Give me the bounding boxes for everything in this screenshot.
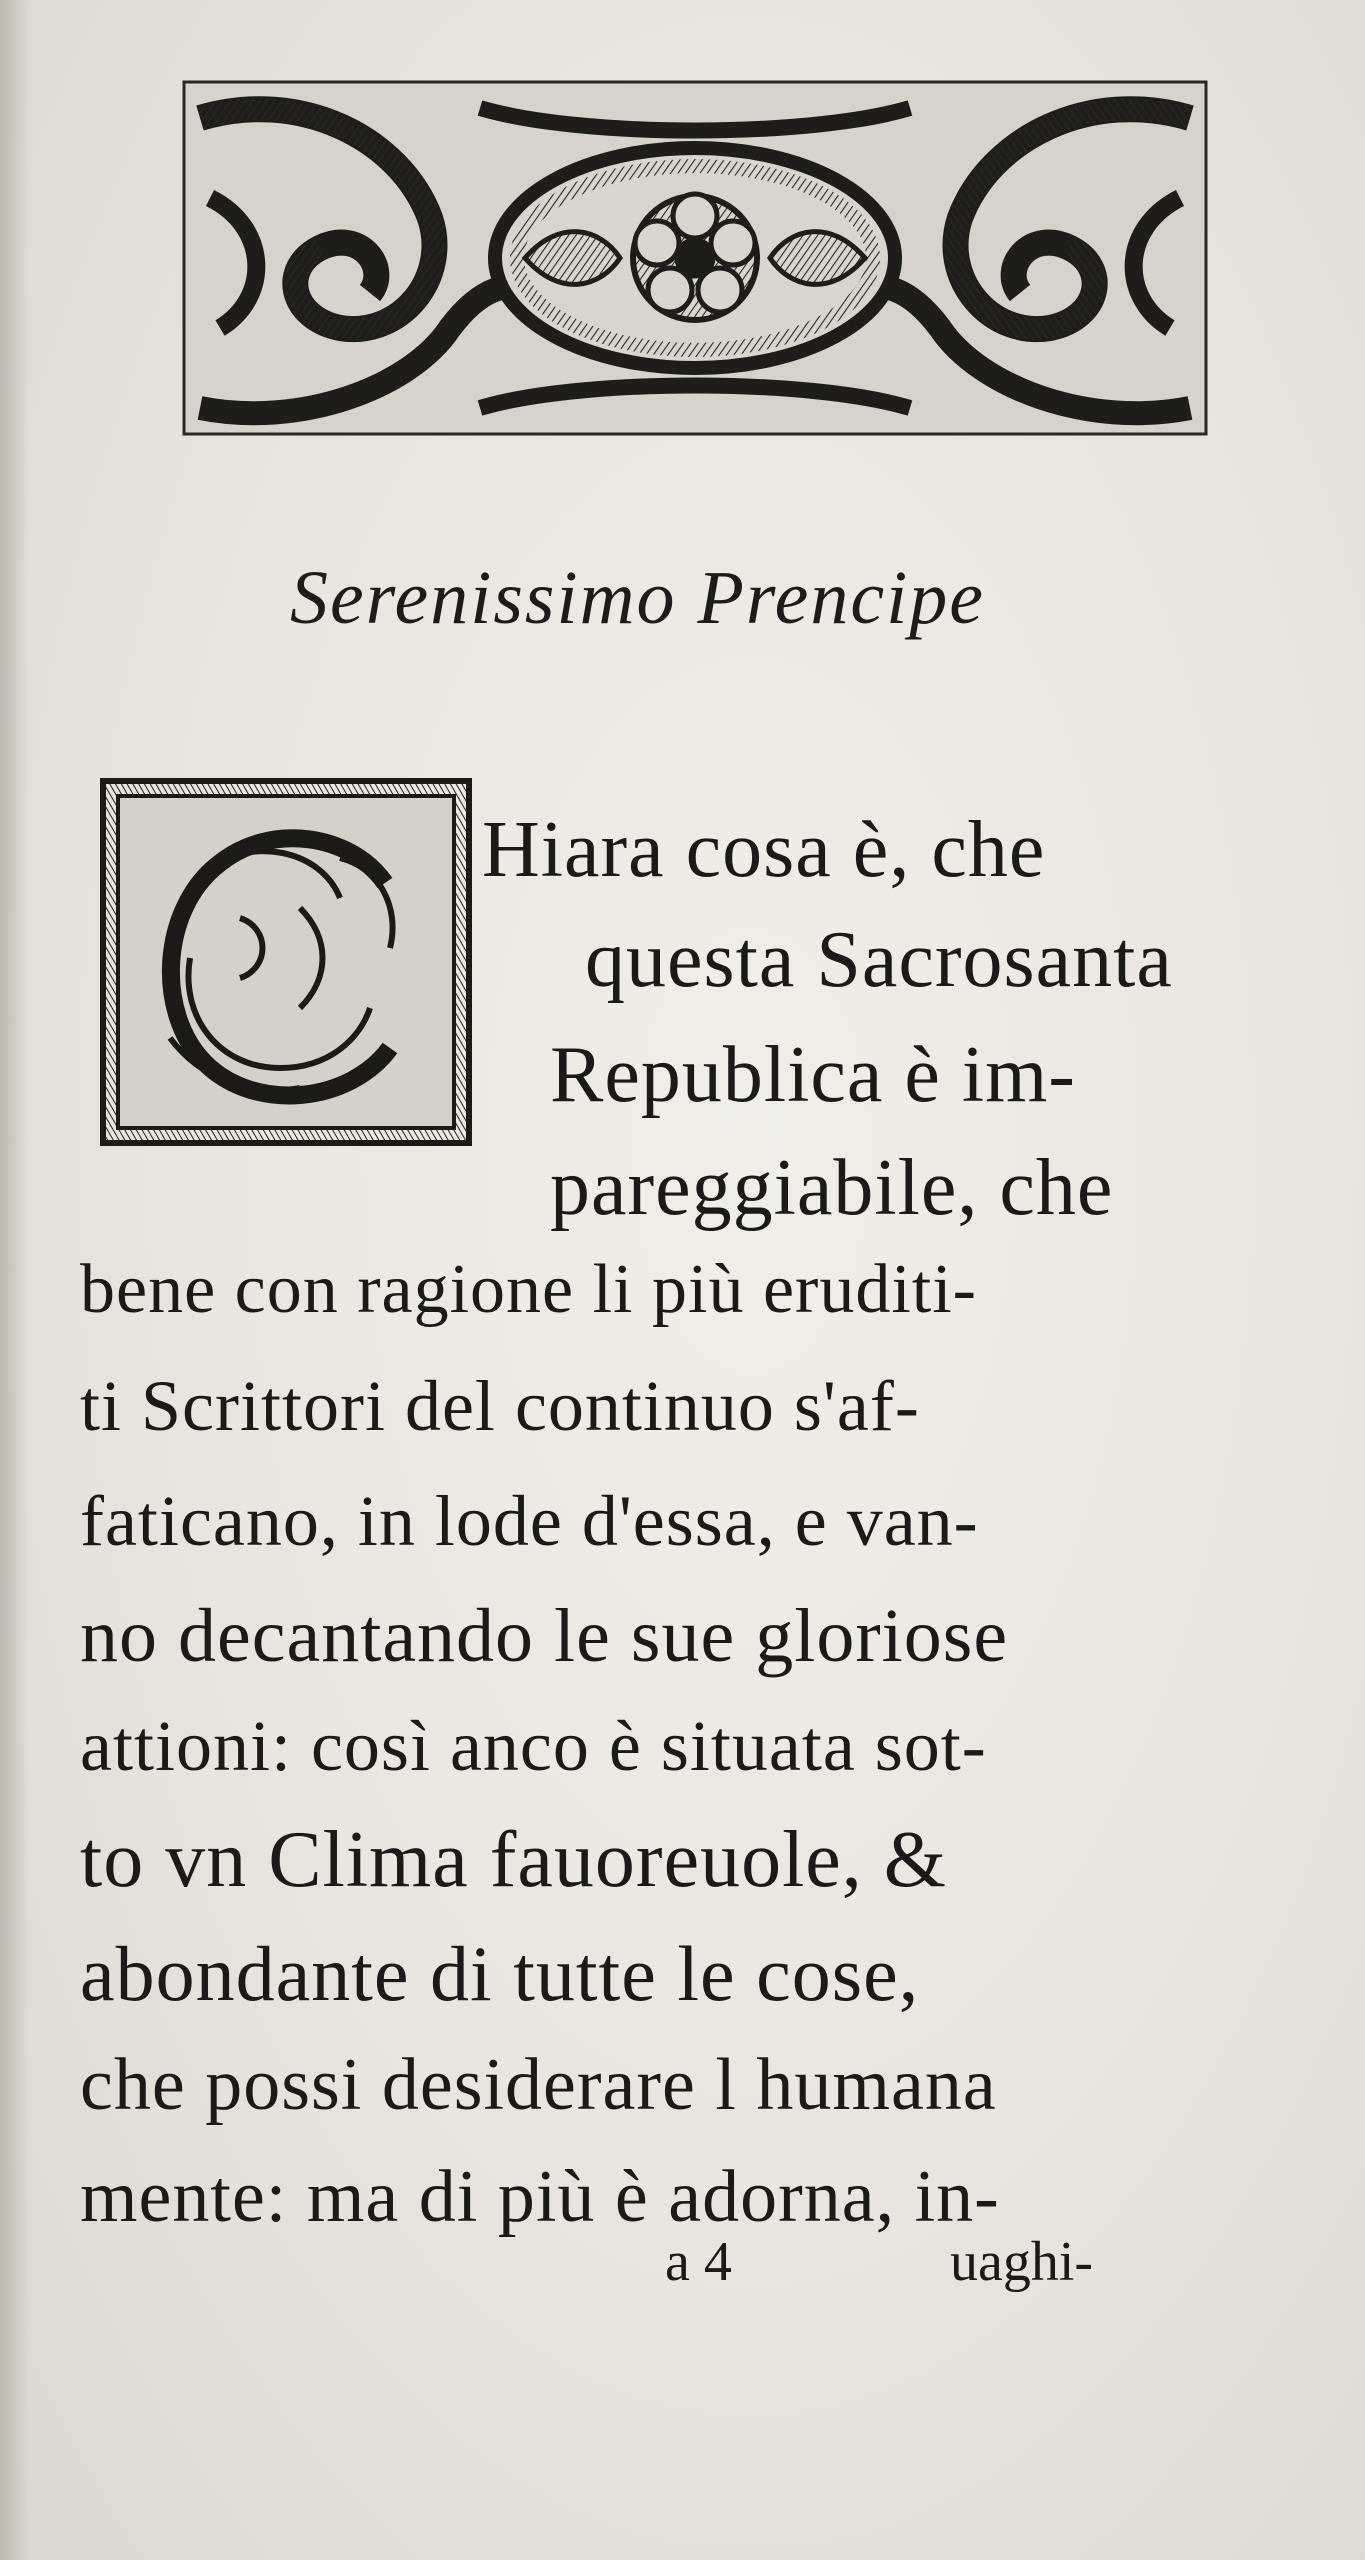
page-heading: Serenissimo Prencipe — [290, 556, 985, 640]
text-line: no decantando le sue gloriose — [80, 1594, 1009, 1678]
page-gutter-shadow — [0, 0, 30, 2560]
text-line: Hiara cosa è, che — [482, 806, 1046, 894]
catchword: uaghi- — [950, 2231, 1094, 2293]
text-line: mente: ma di più è adorna, in- — [80, 2156, 1000, 2238]
text-line: bene con ragione li più eruditi- — [80, 1251, 977, 1328]
decorated-initial-c — [100, 778, 472, 1146]
text-line: attioni: così anco è situata sot- — [80, 1706, 987, 1786]
text-line: questa Sacrosanta — [585, 916, 1173, 1004]
ornamental-headpiece — [180, 78, 1210, 438]
text-line: abondante di tutte le cose, — [80, 1930, 920, 2017]
text-line: ti Scrittori del continuo s'af- — [80, 1366, 920, 1446]
text-line: Republica è im- — [550, 1031, 1076, 1119]
signature-mark: a 4 — [665, 2231, 732, 2293]
text-line: to vn Clima fauoreuole, & — [80, 1816, 948, 1904]
text-line: pareggiabile, che — [550, 1144, 1114, 1232]
text-line: faticano, in lode d'essa, e van- — [80, 1481, 979, 1561]
text-line: che possi desiderare l humana — [80, 2044, 997, 2126]
